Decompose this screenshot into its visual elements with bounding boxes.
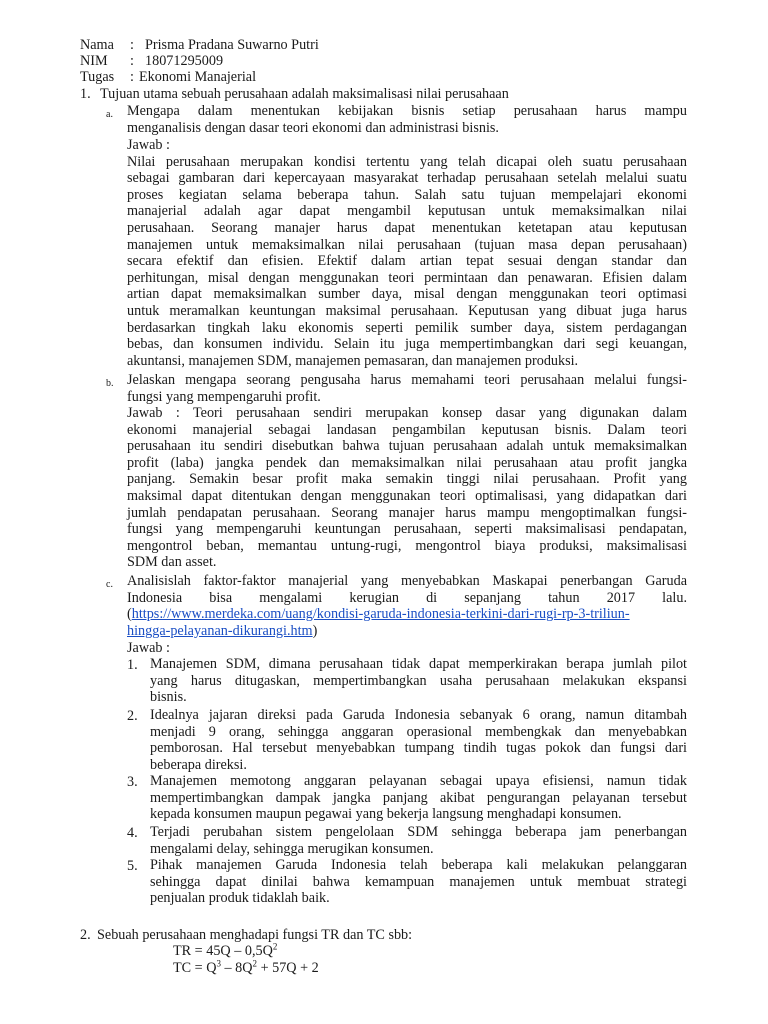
link-close-paren: ) — [312, 623, 318, 639]
q1c-question — [127, 573, 687, 606]
q1-number: 1. — [80, 86, 91, 102]
text-line: Manajemen SDM, dimana perusahaan tidak dapat memperkirakan berapa jumlah pilot — [150, 656, 687, 672]
tr-expression: TR = 45Q – 0,5Q — [173, 943, 273, 959]
text-line: akuntansi, manajemen SDM, manajemen pemasaran, dan manajemen produksi. — [127, 352, 579, 369]
text-line: Analisislah faktor-faktor manajerial yang menyebabkan Maskapai penerbangan Garuda — [127, 573, 687, 589]
tr-exponent: 2 — [272, 941, 278, 952]
text-line: berdasarkan tingkah laku ekonomis seperti pemilik sumber daya, sistem perdagangan — [127, 319, 687, 336]
text-line: pemborosan. Hal tersebut menyebabkan tumpang tindih tugas pokok dan fungsi dari — [150, 740, 687, 757]
text-line: Idealnya jajaran direksi pada Garuda Indonesia sebanyak 6 orang, namun ditambah — [150, 707, 687, 723]
q1b-marker: b. — [106, 378, 114, 389]
name-label: Nama — [80, 37, 114, 53]
text-line: menjadi 9 orang, sehingga anggaran operasional membengkak dan menyebabkan — [150, 723, 687, 740]
q1a-question — [127, 103, 687, 136]
text-line: secara efektif dan efisien. Efektif dalam artian tepat sesuai dengan standar dan — [127, 253, 687, 270]
text-line: Mengapa dalam menentukan kebijakan bisnis setiap perusahaan harus mampu — [127, 103, 687, 119]
q1c-answer-label: Jawab : — [127, 640, 170, 656]
text-line: sebagai gambaran dari kepercayaan masyarakat terhadap perusahaan setelah melalui suatu — [127, 170, 687, 187]
q1-text: Tujuan utama sebuah perusahaan adalah maksimalisasi nilai perusahaan — [100, 86, 509, 102]
tugas-value: Ekonomi Manajerial — [139, 69, 257, 85]
text-line: fungsi yang mempengaruhi profit. — [127, 388, 321, 405]
nim-label: NIM — [80, 53, 108, 69]
item-number: 4. — [127, 825, 138, 841]
text-line: panjang. Semakin besar profit maka semakin tinggi nilai perusahaan. Profit yang — [127, 471, 687, 488]
text-line: Manajemen memotong anggaran pelayanan sebagai upaya efisiensi, namun tidak — [150, 773, 687, 789]
link-open-paren: ( — [127, 606, 132, 622]
text-line: maksimal dapat ditentukan dengan menggunakan teori optimalisasi, yang didapatkan dari — [127, 487, 687, 504]
text-line: mempertimbangkan dampak jangka panjang akibat pengurangan pelayanan tersebut — [150, 789, 687, 806]
q1a-marker: a. — [106, 109, 113, 120]
tc-expression-a: TC = Q — [173, 960, 217, 976]
tc-expression-b: – 8Q — [220, 960, 253, 976]
q1a-answer — [127, 137, 687, 369]
text-line: menganalisis dengan dasar teori ekonomi dan administrasi bisnis. — [127, 119, 499, 136]
text-line: Terjadi perubahan sistem pengelolaan SDM sehingga beberapa jam penerbangan — [150, 824, 687, 840]
item-number: 2. — [127, 708, 138, 724]
list-item — [150, 707, 687, 773]
text-line: SDM dan asset. — [127, 554, 217, 571]
tc-exponent-1: 3 — [216, 958, 221, 969]
text-line: mengontrol beban, memantau untung-rugi, mengontrol biaya produksi, maksimalisasi — [127, 537, 687, 554]
text-line: proses kegiatan selama beberapa tahun. Salah satu tujuan mempelajari ekonomi — [127, 186, 687, 203]
text-line: Pihak manajemen Garuda Indonesia telah beberapa kali melakukan pelanggaran — [150, 857, 687, 873]
list-item — [150, 824, 687, 857]
q1c-source-link — [127, 606, 630, 622]
tr-equation — [173, 943, 277, 959]
text-line: manajerial adalah agar dapat mengambil keputusan untuk memaksimalkan nilai — [127, 203, 687, 220]
text-line: jumlah pendapatan perusahaan. Seorang manajer harus mampu mengoptimalkan fungsi- — [127, 504, 687, 521]
q2-number: 2. — [80, 927, 91, 943]
tc-expression-c: + 57Q + 2 — [257, 960, 319, 976]
name-separator: : — [130, 37, 134, 53]
text-line: yang harus ditugaskan, mempertimbangkan usaha perusahaan melakukan ekspansi — [150, 672, 687, 689]
q1c-source-link-cont — [127, 623, 317, 639]
list-item — [150, 857, 687, 907]
text-line: perusahaan. Seorang manajer harus dapat menentukan ketetapan atau keputusan — [127, 219, 687, 236]
text-line: penjualan produk tidaklah baik. — [150, 890, 330, 907]
item-number: 3. — [127, 774, 138, 790]
q1b-question — [127, 372, 687, 405]
text-line: Indonesia bisa mengalami kerugian di sepanjang tahun 2017 lalu. — [127, 589, 687, 606]
list-item — [150, 656, 687, 706]
tugas-separator: : — [130, 69, 134, 85]
text-line: profit (laba) jangka pendek dan memaksimalkan nilai perusahaan atau profit jangka — [127, 454, 687, 471]
text-line: fungsi yang mempengaruhi keuntungan perusahaan, seperti maksimalisasi pendapatan, — [127, 521, 687, 538]
q1c-marker: c. — [106, 579, 113, 590]
text-line: mengalami delay, sehingga merugikan konsumen. — [150, 840, 434, 857]
text-line: bebas, dan konsumen individu. Selain itu juga mempertimbangkan dari segi keuangan, — [127, 336, 687, 353]
text-line: Nilai perusahaan merupakan kondisi tertentu yang telah dicapai oleh suatu perusahaan — [127, 153, 687, 170]
tc-equation — [173, 960, 319, 976]
text-line: perusahaan itu sendiri disebutkan bahwa tujuan perusahaan adalah untuk memaksimalkan — [127, 438, 687, 455]
text-line: perhitungan, misal dengan menggunakan teori permintaan dan penawaran. Efisien dalam — [127, 269, 687, 286]
text-line: kepada konsumen maupun pegawai yang bekerja langsung menghadapi konsumen. — [150, 806, 622, 823]
tugas-label: Tugas — [80, 69, 115, 85]
name-value: Prisma Pradana Suwarno Putri — [145, 37, 319, 53]
item-number: 1. — [127, 657, 138, 673]
text-line: Jawab : Teori perusahaan sendiri merupakan konsep dasar yang digunakan dalam — [127, 405, 687, 421]
text-line: sehingga dapat dinilai bahwa kemampuan manajemen untuk membuat strategi — [150, 873, 687, 890]
text-line: Jelaskan mengapa seorang pengusaha harus memahami teori perusahaan melalui fungsi- — [127, 372, 687, 388]
q1b-answer — [127, 405, 687, 571]
tc-exponent-2: 2 — [252, 958, 258, 969]
text-line: bisnis. — [150, 689, 187, 706]
text-line: beberapa direksi. — [150, 756, 247, 773]
answer-label: Jawab : — [127, 137, 170, 153]
list-item — [150, 773, 687, 823]
nim-value: 18071295009 — [145, 53, 224, 69]
text-line: manajemen untuk memaksimalkan nilai perusahaan (tujuan masa depan perusahaan) — [127, 236, 687, 253]
source-link-line-2[interactable]: hingga-pelayanan-dikurangi.htm — [127, 623, 313, 639]
text-line: untuk meramalkan keuntungan maksimal perusahaan. Keputusan yang dibuat juga harus — [127, 302, 687, 319]
text-line: artian dapat memaksimalkan sumber daya, misal dengan menggunakan teori optimasi — [127, 286, 687, 303]
nim-separator: : — [130, 53, 134, 69]
source-link-line-1[interactable]: https://www.merdeka.com/uang/kondisi-garuda-indonesia-terkini-dari-rugi-rp-3-triliun- — [131, 606, 630, 622]
item-number: 5. — [127, 858, 138, 874]
text-line: ekonomi manajerial sebagai landasan pengambilan keputusan bisnis. Dalam teori — [127, 421, 687, 438]
q2-text: Sebuah perusahaan menghadapi fungsi TR dan TC sbb: — [97, 927, 413, 943]
